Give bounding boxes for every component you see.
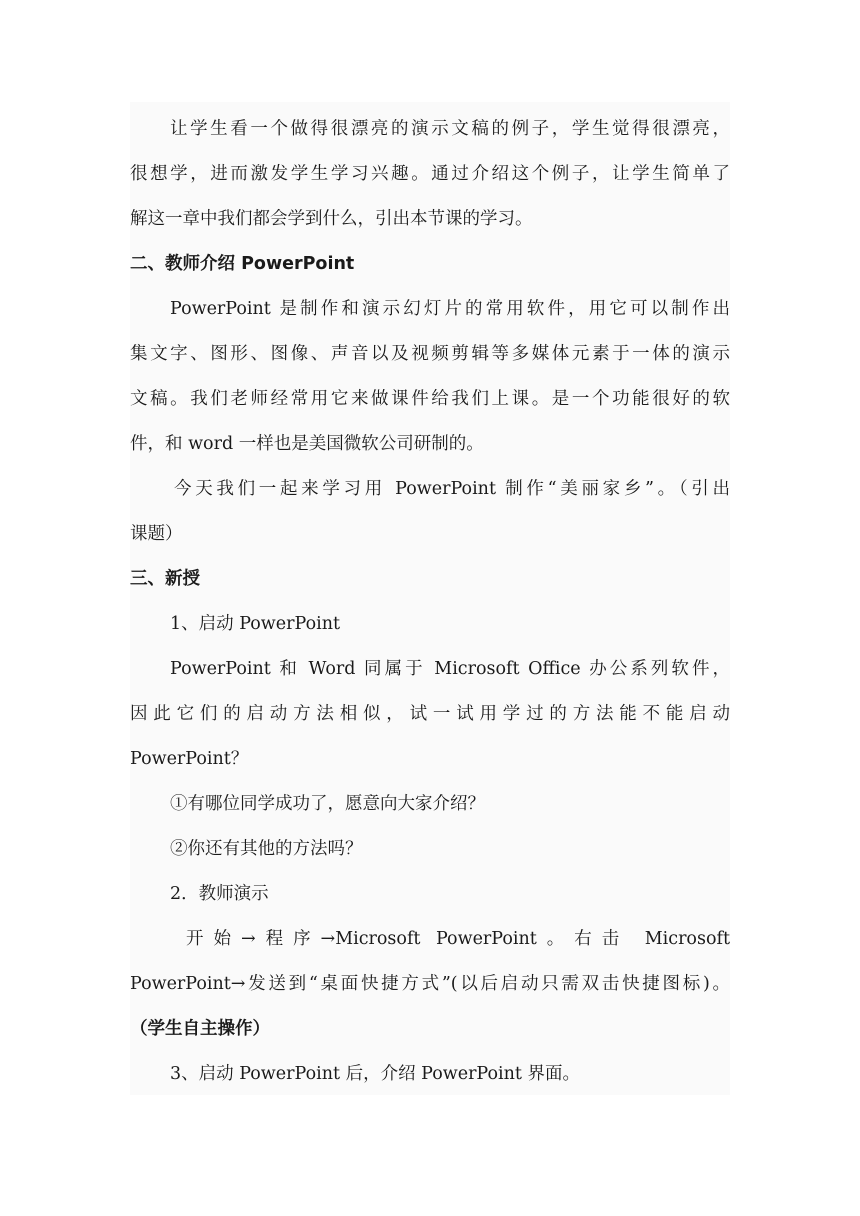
description-line-2: 集文字、图形、图像、声音以及视频剪辑等多媒体元素于一体的演示 [130, 344, 730, 364]
demo-line-2: PowerPoint→发送到“桌面快捷方式”(以后启动只需双击快捷图标)。 [130, 974, 730, 994]
step-two-heading: 2．教师演示 [170, 884, 269, 904]
description-line-1: PowerPoint 是制作和演示幻灯片的常用软件，用它可以制作出 [170, 299, 730, 319]
launch-line-3: PowerPoint？ [130, 749, 249, 769]
document-text-block [130, 102, 730, 1095]
question-two: ②你还有其他的方法吗？ [170, 839, 363, 859]
student-practice-note: （学生自主操作） [130, 1019, 270, 1039]
step-three-heading: 3、启动 PowerPoint 后，介绍 PowerPoint 界面。 [170, 1064, 580, 1084]
section-two-heading: 二、教师介绍 PowerPoint [130, 254, 355, 274]
intro-line-3: 解这一章中我们都会学到什么，引出本节课的学习。 [130, 209, 533, 229]
intro-line-1: 让学生看一个做得很漂亮的演示文稿的例子，学生觉得很漂亮， [170, 119, 730, 139]
lesson-topic-line-1: 今天我们一起来学习用 PowerPoint 制作“美丽家乡”。（引出 [174, 479, 730, 499]
description-line-4: 件，和 word 一样也是美国微软公司研制的。 [130, 434, 484, 454]
lesson-topic-line-2: 课题） [130, 524, 183, 544]
demo-line-1: 开始→程序→Microsoft PowerPoint。右击 Microsoft [186, 929, 730, 949]
launch-line-2: 因此它们的启动方法相似，试一试用学过的方法能不能启动 [130, 704, 730, 724]
section-three-heading: 三、新授 [130, 569, 200, 589]
launch-line-1: PowerPoint 和 Word 同属于 Microsoft Office 办公系列软件， [170, 659, 730, 679]
intro-line-2: 很想学，进而激发学生学习兴趣。通过介绍这个例子，让学生简单了 [130, 164, 730, 184]
description-line-3: 文稿。我们老师经常用它来做课件给我们上课。是一个功能很好的软 [130, 389, 730, 409]
step-one-heading: 1、启动 PowerPoint [170, 614, 341, 634]
question-one: ①有哪位同学成功了，愿意向大家介绍？ [170, 794, 485, 814]
